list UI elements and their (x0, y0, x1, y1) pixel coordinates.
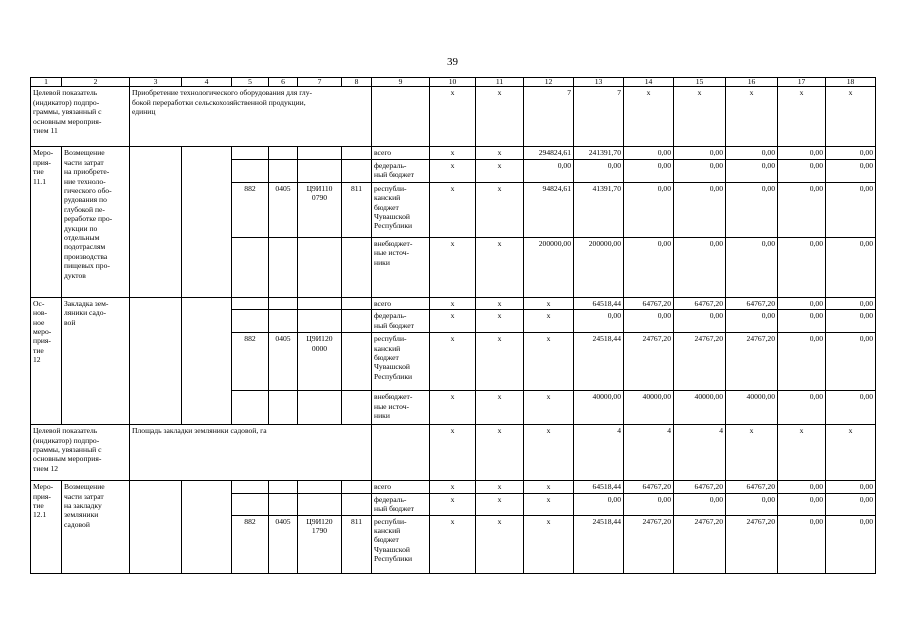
value-cell: 0,00 (826, 515, 876, 573)
value-cell: х (476, 515, 524, 573)
value-cell: х (430, 87, 476, 147)
value-cell: х (476, 310, 524, 333)
value-cell: 241391,70 (574, 147, 624, 159)
value-cell: 0,00 (726, 493, 778, 515)
empty-cell (182, 481, 232, 573)
value-cell: х (430, 391, 476, 425)
value-cell: 0,00 (826, 237, 876, 297)
value-cell: х (476, 237, 524, 297)
value-cell: х (430, 493, 476, 515)
value-cell: 0,00 (778, 515, 826, 573)
code-cell: 882 (232, 515, 269, 573)
value-cell: 94824,61 (524, 182, 574, 237)
empty-cell (342, 237, 372, 297)
column-number: 15 (674, 78, 726, 87)
value-cell: 0,00 (524, 159, 574, 182)
value-cell: 4 (624, 425, 674, 481)
value-cell: х (476, 159, 524, 182)
event-name: Возмещение части затрат на приобрете- ние технолo- гического обо- рудования по глубокой пе- реработке про- дукции по отдельным подотраслям производства пищевых про- дуктов (62, 147, 130, 297)
funding-source: республи- канский бюджет Чувашской Республики (372, 515, 430, 573)
budget-table (30, 77, 876, 574)
value-cell: 0,00 (778, 297, 826, 309)
code-cell: 811 (342, 515, 372, 573)
code-cell: Ц9И120 1790 (298, 515, 342, 573)
value-cell: 64767,20 (674, 297, 726, 309)
value-cell: 0,00 (778, 493, 826, 515)
target-indicator-description: Приобретение технологического оборудования для глу- бокой переработки сельскохозяйственной продукции, единиц (130, 87, 372, 147)
value-cell: х (524, 481, 574, 493)
value-cell: 0,00 (624, 147, 674, 159)
column-number: 13 (574, 78, 624, 87)
funding-source: внебюджет- ные источ- ники (372, 237, 430, 297)
value-cell: х (524, 391, 574, 425)
value-cell: х (430, 147, 476, 159)
code-cell: Ц9И110 0790 (298, 182, 342, 237)
empty-cell (342, 493, 372, 515)
value-cell: 0,00 (778, 333, 826, 391)
value-cell: 64767,20 (624, 481, 674, 493)
value-cell: х (778, 425, 826, 481)
empty-cell (269, 237, 298, 297)
value-cell: х (430, 425, 476, 481)
empty-cell (269, 493, 298, 515)
value-cell: 0,00 (826, 391, 876, 425)
empty-cell (232, 297, 269, 309)
value-cell: 0,00 (778, 147, 826, 159)
column-number: 1 (31, 78, 62, 87)
empty-cell (298, 297, 342, 309)
value-cell: 24767,20 (674, 333, 726, 391)
empty-cell (298, 310, 342, 333)
value-cell: 0,00 (778, 159, 826, 182)
value-cell: 294824,61 (524, 147, 574, 159)
value-cell: 0,00 (624, 493, 674, 515)
value-cell: 24767,20 (726, 515, 778, 573)
empty-cell (342, 391, 372, 425)
column-number: 2 (62, 78, 130, 87)
value-cell: 41391,70 (574, 182, 624, 237)
value-cell: 0,00 (726, 310, 778, 333)
value-cell: х (674, 87, 726, 147)
column-number: 5 (232, 78, 269, 87)
empty-cell (130, 297, 182, 424)
empty-cell (232, 159, 269, 182)
value-cell: 200000,00 (524, 237, 574, 297)
value-cell: 0,00 (574, 310, 624, 333)
event-name: Закладка зем- ляники садо- вой (62, 297, 130, 424)
value-cell: 0,00 (726, 147, 778, 159)
value-cell: х (476, 333, 524, 391)
empty-cell (298, 237, 342, 297)
funding-source: всего (372, 481, 430, 493)
value-cell: х (430, 515, 476, 573)
value-cell: 64767,20 (624, 297, 674, 309)
column-number: 11 (476, 78, 524, 87)
column-number: 17 (778, 78, 826, 87)
event-label: Меро- прия- тие 12.1 (31, 481, 62, 573)
empty-cell (130, 481, 182, 573)
code-cell: 0405 (269, 182, 298, 237)
column-number: 10 (430, 78, 476, 87)
event-name: Возмещение части затрат на закладку земляники садовой (62, 481, 130, 573)
column-number: 3 (130, 78, 182, 87)
value-cell: 0,00 (624, 159, 674, 182)
empty-cell (269, 159, 298, 182)
value-cell: 24518,44 (574, 333, 624, 391)
value-cell: 64518,44 (574, 481, 624, 493)
empty-cell (298, 493, 342, 515)
value-cell: 40000,00 (624, 391, 674, 425)
value-cell: 0,00 (574, 159, 624, 182)
value-cell: 0,00 (826, 297, 876, 309)
value-cell: х (524, 297, 574, 309)
value-cell: 4 (674, 425, 726, 481)
value-cell: 24518,44 (574, 515, 624, 573)
empty-cell (130, 147, 182, 297)
table-row (31, 481, 876, 493)
empty-cell (269, 391, 298, 425)
value-cell: 0,00 (624, 182, 674, 237)
target-indicator-label: Целевой показатель (индикатор) подпро- граммы, увязанный с основным мероприя- тием 11 (31, 87, 130, 147)
value-cell: 0,00 (674, 237, 726, 297)
table-row (31, 425, 876, 481)
column-number: 14 (624, 78, 674, 87)
funding-source: федераль- ный бюджет (372, 159, 430, 182)
funding-source: всего (372, 147, 430, 159)
empty-cell (372, 425, 430, 481)
value-cell: 0,00 (674, 310, 726, 333)
table-row (31, 87, 876, 147)
value-cell: х (524, 310, 574, 333)
value-cell: х (476, 182, 524, 237)
value-cell: х (476, 425, 524, 481)
empty-cell (298, 159, 342, 182)
value-cell: 7 (574, 87, 624, 147)
value-cell: х (476, 493, 524, 515)
value-cell: 0,00 (826, 333, 876, 391)
value-cell: 0,00 (726, 237, 778, 297)
column-number: 18 (826, 78, 876, 87)
value-cell: 200000,00 (574, 237, 624, 297)
value-cell: 64518,44 (574, 297, 624, 309)
code-cell: 0405 (269, 515, 298, 573)
table-row (31, 297, 876, 309)
value-cell: 0,00 (778, 182, 826, 237)
value-cell: х (524, 515, 574, 573)
funding-source: федераль- ный бюджет (372, 310, 430, 333)
column-number: 7 (298, 78, 342, 87)
target-indicator-description: Площадь закладки земляники садовой, га (130, 425, 372, 481)
value-cell: 0,00 (624, 237, 674, 297)
empty-cell (342, 310, 372, 333)
value-cell: 40000,00 (726, 391, 778, 425)
value-cell: 40000,00 (674, 391, 726, 425)
page-number: 39 (447, 56, 458, 68)
value-cell: 64767,20 (726, 297, 778, 309)
column-number: 4 (182, 78, 232, 87)
empty-cell (298, 147, 342, 159)
value-cell: х (476, 87, 524, 147)
empty-cell (269, 297, 298, 309)
value-cell: х (826, 87, 876, 147)
empty-cell (232, 147, 269, 159)
value-cell: 24767,20 (674, 515, 726, 573)
value-cell: 0,00 (778, 391, 826, 425)
value-cell: 0,00 (826, 493, 876, 515)
value-cell: х (778, 87, 826, 147)
value-cell: 24767,20 (624, 333, 674, 391)
empty-cell (232, 237, 269, 297)
value-cell: 4 (574, 425, 624, 481)
funding-source: всего (372, 297, 430, 309)
value-cell: х (430, 481, 476, 493)
value-cell: х (524, 333, 574, 391)
funding-source: республи- канский бюджет Чувашской Республики (372, 333, 430, 391)
value-cell: х (430, 237, 476, 297)
value-cell: х (476, 297, 524, 309)
value-cell: х (430, 310, 476, 333)
value-cell: х (430, 182, 476, 237)
empty-cell (232, 310, 269, 333)
value-cell: 0,00 (826, 182, 876, 237)
empty-cell (372, 87, 430, 147)
value-cell: х (476, 481, 524, 493)
value-cell: х (430, 297, 476, 309)
empty-cell (182, 147, 232, 297)
value-cell: 0,00 (574, 493, 624, 515)
column-number: 6 (269, 78, 298, 87)
table-row (31, 147, 876, 159)
funding-source: внебюджет- ные источ- ники (372, 391, 430, 425)
code-cell (342, 333, 372, 391)
value-cell: 0,00 (826, 147, 876, 159)
code-cell: 0405 (269, 333, 298, 391)
empty-cell (342, 147, 372, 159)
event-label: Ос- нов- ное меро- прия- тие 12 (31, 297, 62, 424)
value-cell: 0,00 (674, 159, 726, 182)
value-cell: 0,00 (726, 159, 778, 182)
header-row (31, 78, 876, 87)
empty-cell (232, 481, 269, 493)
value-cell: 0,00 (826, 310, 876, 333)
empty-cell (269, 481, 298, 493)
value-cell: 64767,20 (674, 481, 726, 493)
target-indicator-label: Целевой показатель (индикатор) подпро- граммы, увязанный с основным мероприя- тием 12 (31, 425, 130, 481)
value-cell: х (624, 87, 674, 147)
value-cell: х (476, 147, 524, 159)
value-cell: х (430, 333, 476, 391)
value-cell: х (524, 493, 574, 515)
empty-cell (182, 297, 232, 424)
funding-source: республи- канский бюджет Чувашской Республики (372, 182, 430, 237)
value-cell: 24767,20 (624, 515, 674, 573)
value-cell: 0,00 (726, 182, 778, 237)
value-cell: 0,00 (674, 493, 726, 515)
value-cell: х (476, 391, 524, 425)
value-cell: 0,00 (778, 310, 826, 333)
empty-cell (298, 391, 342, 425)
code-cell: 882 (232, 182, 269, 237)
value-cell: х (430, 159, 476, 182)
empty-cell (269, 147, 298, 159)
empty-cell (342, 159, 372, 182)
column-number: 16 (726, 78, 778, 87)
column-number: 12 (524, 78, 574, 87)
empty-cell (342, 297, 372, 309)
code-cell: 882 (232, 333, 269, 391)
value-cell: х (726, 425, 778, 481)
value-cell: х (826, 425, 876, 481)
code-cell: 811 (342, 182, 372, 237)
value-cell: х (524, 425, 574, 481)
value-cell: 0,00 (624, 310, 674, 333)
value-cell: 64767,20 (726, 481, 778, 493)
empty-cell (269, 310, 298, 333)
value-cell: х (726, 87, 778, 147)
value-cell: 0,00 (826, 159, 876, 182)
event-label: Меро- прия- тие 11.1 (31, 147, 62, 297)
empty-cell (232, 391, 269, 425)
column-number: 9 (372, 78, 430, 87)
empty-cell (342, 481, 372, 493)
empty-cell (232, 493, 269, 515)
value-cell: 0,00 (674, 182, 726, 237)
value-cell: 40000,00 (574, 391, 624, 425)
funding-source: федераль- ный бюджет (372, 493, 430, 515)
value-cell: 0,00 (826, 481, 876, 493)
value-cell: 0,00 (778, 481, 826, 493)
column-number: 8 (342, 78, 372, 87)
empty-cell (298, 481, 342, 493)
value-cell: 0,00 (674, 147, 726, 159)
value-cell: 24767,20 (726, 333, 778, 391)
value-cell: 7 (524, 87, 574, 147)
code-cell: Ц9И120 0000 (298, 333, 342, 391)
value-cell: 0,00 (778, 237, 826, 297)
